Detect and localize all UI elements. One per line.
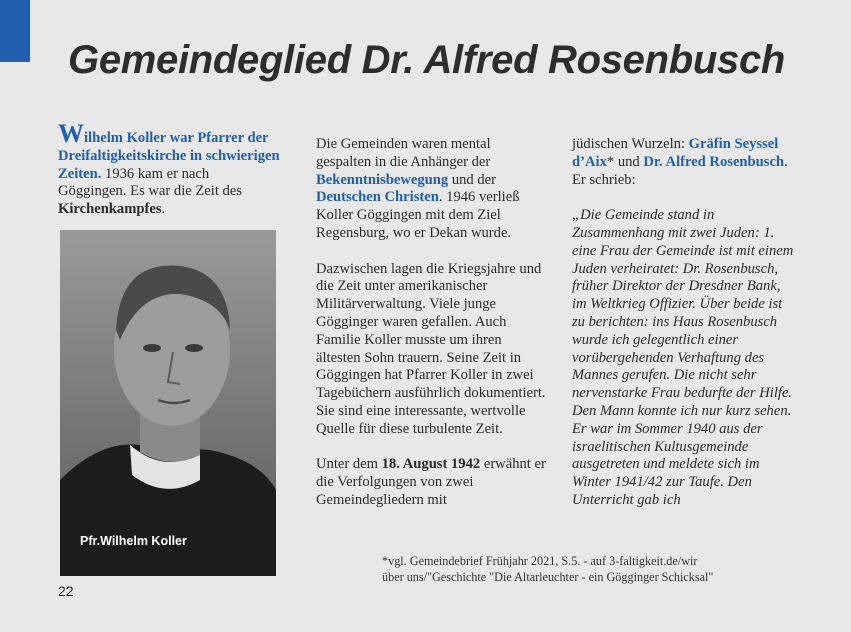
- portrait-illustration: [60, 230, 276, 576]
- diary-quote: „Die Gemeinde stand in Zusammenhang mit zwei Juden: 1. eine Frau der Gemeinde ist mit einem Juden verheiratet: Dr. Rosenbusch, früher Direktor der Dresdner Bank, im Weltkrieg Offizier. Über beide ist zu berichten: ins Haus Rosenbusch wurde ich gelegentlich einer vorübergehenden Verhaftung des Mannes gerufen. Die nicht sehr nervenstarke Frau bedurfte der Hilfe. Den Mann konnte ich nur kurz sehen. Er war im Sommer 1940 aus der israelitischen Kultusgemeinde ausgetreten und meldete sich im Winter 1941/42 zur Taufe. Den Unterricht gab ich: [572, 207, 794, 508]
- middle-paragraph-2: Dazwischen lagen die Kriegsjahre und die Zeit unter amerikanischer Militärverwaltung. Viele junge Gögginger waren gefallen. Auch Familie Koller musste um ihren ältesten Sohn trauern. Seine Zeit in Göggingen hat Pfarrer Koller in zwei Tagebüchern ausführlich dokumentiert. Sie sind eine interessante, wertvolle Quelle für diese turbulente Zeit.: [316, 260, 546, 437]
- text-span: und der: [448, 171, 497, 188]
- text-span: erwähnt er die Verfolgungen von zwei Gemeindegliedern mit: [316, 456, 546, 508]
- bekenntnisbewegung-term: Bekenntnisbewegung: [316, 171, 449, 188]
- intro-lead: ilhelm Koller war Pfarrer der Dreifaltigkeitskirche in schwierigen Zeiten.: [58, 130, 280, 182]
- page-title: Gemeindeglied Dr. Alfred Rosenbusch: [68, 38, 786, 82]
- text-span: * und: [606, 153, 644, 170]
- right-column: [572, 136, 794, 510]
- text-span: . Er schrieb:: [572, 153, 788, 188]
- portrait-photo: [60, 230, 276, 576]
- intro-paragraph: [58, 119, 280, 219]
- intro-column: [58, 119, 280, 219]
- middle-paragraph-3: [316, 456, 548, 509]
- graefin-name: Gräfin Seyssel d’Aix: [572, 136, 779, 170]
- date-term: 18. August 1942: [381, 456, 481, 473]
- right-paragraph-1: [572, 136, 794, 189]
- photo-caption: Pfr.Wilhelm Koller: [80, 534, 187, 548]
- text-span: jüdischen Wurzeln:: [572, 136, 689, 152]
- middle-paragraph-1: [316, 136, 548, 243]
- footnote-line-1: *vgl. Gemeindebrief Frühjahr 2021, S.5. - auf 3-faltigkeit.de/wir: [382, 554, 698, 568]
- text-span: . 1946 verließ Koller Göggingen mit dem Ziel Regensburg, wo er Dekan wurde.: [316, 189, 520, 241]
- middle-column: [316, 136, 548, 510]
- intro-text: 1936 kam er nach Göggingen. Es war die Zeit des: [58, 165, 242, 200]
- drop-cap: W: [58, 119, 84, 148]
- deutsche-christen-term: Deutschen Christen: [316, 189, 439, 206]
- accent-bar: [0, 0, 30, 62]
- footnote: [382, 553, 713, 585]
- rosenbusch-name: Dr. Alfred Rosenbusch: [643, 153, 785, 170]
- footnote-line-2: über uns/"Geschichte "Die Altarleuchter - ein Gögginger Schicksal": [382, 570, 714, 584]
- kirchenkampf-term: Kirchenkampfes: [58, 201, 162, 218]
- text-span: Die Gemeinden waren mental gespalten in die Anhänger der: [316, 136, 491, 170]
- text-span: Unter dem: [316, 456, 382, 473]
- intro-text-end: .: [161, 201, 166, 218]
- page-number: 22: [58, 583, 74, 599]
